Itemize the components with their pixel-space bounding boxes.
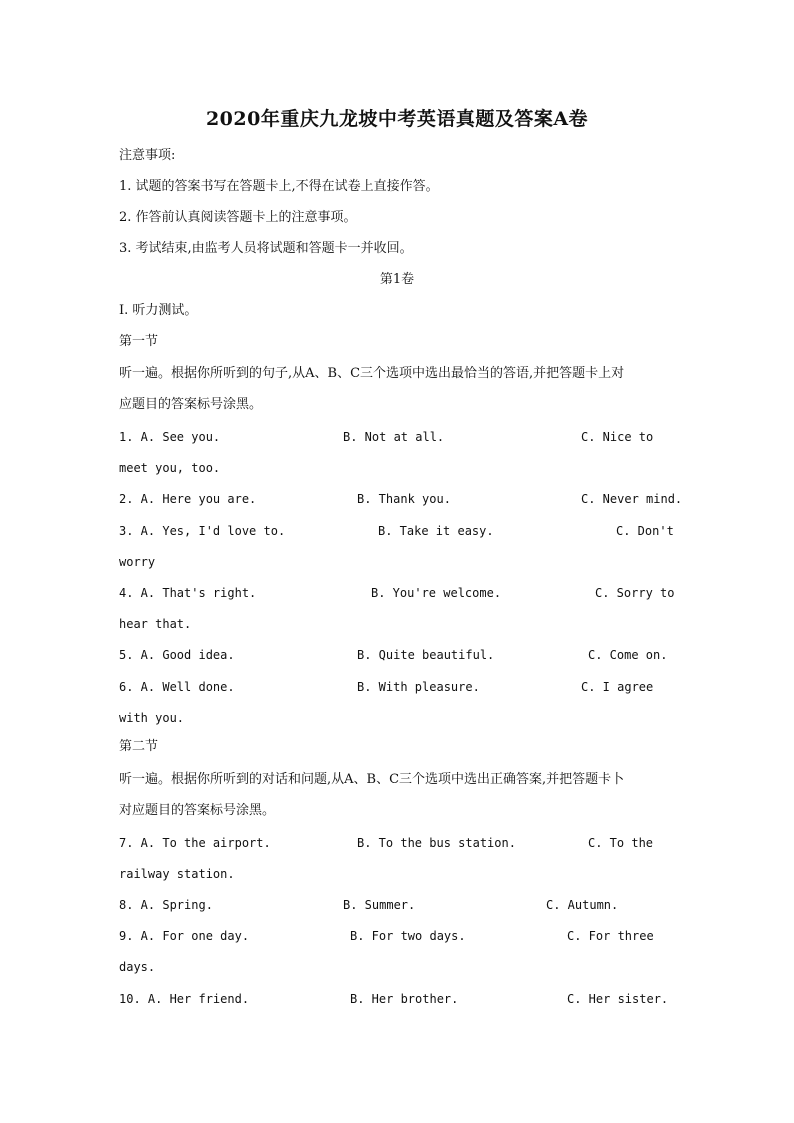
section1-instruction-cont: 应题目的答案标号涂黑。 [119, 397, 263, 412]
question-4-option-b: B. You're welcome. [371, 586, 502, 600]
question-2-option-b: B. Thank you. [357, 492, 451, 506]
volume-label: 第1卷 [379, 272, 415, 287]
question-8-option-b: B. Summer. [343, 898, 416, 912]
question-2-option-a: 2. A. Here you are. [119, 492, 257, 506]
question-4-continuation: hear that. [119, 617, 192, 631]
section2-instruction-cont: 对应题目的答案标号涂黑。 [119, 803, 276, 818]
question-1-continuation: meet you, too. [119, 461, 221, 475]
question-6-option-c: C. I agree [581, 680, 654, 694]
question-7-option-b: B. To the bus station. [357, 836, 516, 850]
question-4-option-c: C. Sorry to [595, 586, 675, 600]
section2-instruction: 听一遍。根据你所听到的对话和问题,从A、B、C三个选项中选出正确答案,并把答题卡卜 [119, 772, 625, 787]
question-7-option-c: C. To the [588, 836, 654, 850]
question-10-option-a: 10. A. Her friend. [119, 992, 250, 1006]
question-3-continuation: worry [119, 555, 156, 569]
question-5-option-c: C. Come on. [588, 648, 668, 662]
question-8-option-c: C. Autumn. [546, 898, 619, 912]
notice-heading: 注意事项: [119, 148, 176, 163]
question-1-option-b: B. Not at all. [343, 430, 445, 444]
question-6-continuation: with you. [119, 711, 185, 725]
question-9-option-a: 9. A. For one day. [119, 929, 250, 943]
question-5-option-b: B. Quite beautiful. [357, 648, 495, 662]
question-9-continuation: days. [119, 960, 156, 974]
question-3-option-b: B. Take it easy. [378, 524, 494, 538]
question-6-option-a: 6. A. Well done. [119, 680, 235, 694]
page-title: 2020年重庆九龙坡中考英语真题及答案A卷 [205, 108, 589, 130]
question-7-option-a: 7. A. To the airport. [119, 836, 271, 850]
question-1-option-a: 1. A. See you. [119, 430, 221, 444]
notice-item-1: 1. 试题的答案书写在答题卡上,不得在试卷上直接作答。 [119, 179, 439, 194]
question-3-option-c: C. Don't [616, 524, 674, 538]
question-10-option-c: C. Her sister. [567, 992, 669, 1006]
question-9-option-c: C. For three [567, 929, 654, 943]
question-4-option-a: 4. A. That's right. [119, 586, 257, 600]
notice-item-3: 3. 考试结束,由监考人员将试题和答题卡一并收回。 [119, 241, 413, 256]
notice-item-2: 2. 作答前认真阅读答题卡上的注意事项。 [119, 210, 357, 225]
question-10-option-b: B. Her brother. [350, 992, 459, 1006]
section2-heading: 第二节 [119, 739, 159, 754]
section1-heading: 第一节 [119, 334, 159, 349]
question-3-option-a: 3. A. Yes, I'd love to. [119, 524, 286, 538]
question-1-option-c: C. Nice to [581, 430, 654, 444]
question-7-continuation: railway station. [119, 867, 235, 881]
question-6-option-b: B. With pleasure. [357, 680, 480, 694]
question-5-option-a: 5. A. Good idea. [119, 648, 235, 662]
part-heading: I. 听力测试。 [119, 303, 198, 318]
question-9-option-b: B. For two days. [350, 929, 466, 943]
section1-instruction: 听一遍。根据你所听到的句子,从A、B、C三个选项中选出最恰当的答语,并把答题卡上对 [119, 366, 625, 381]
question-8-option-a: 8. A. Spring. [119, 898, 213, 912]
question-2-option-c: C. Never mind. [581, 492, 683, 506]
